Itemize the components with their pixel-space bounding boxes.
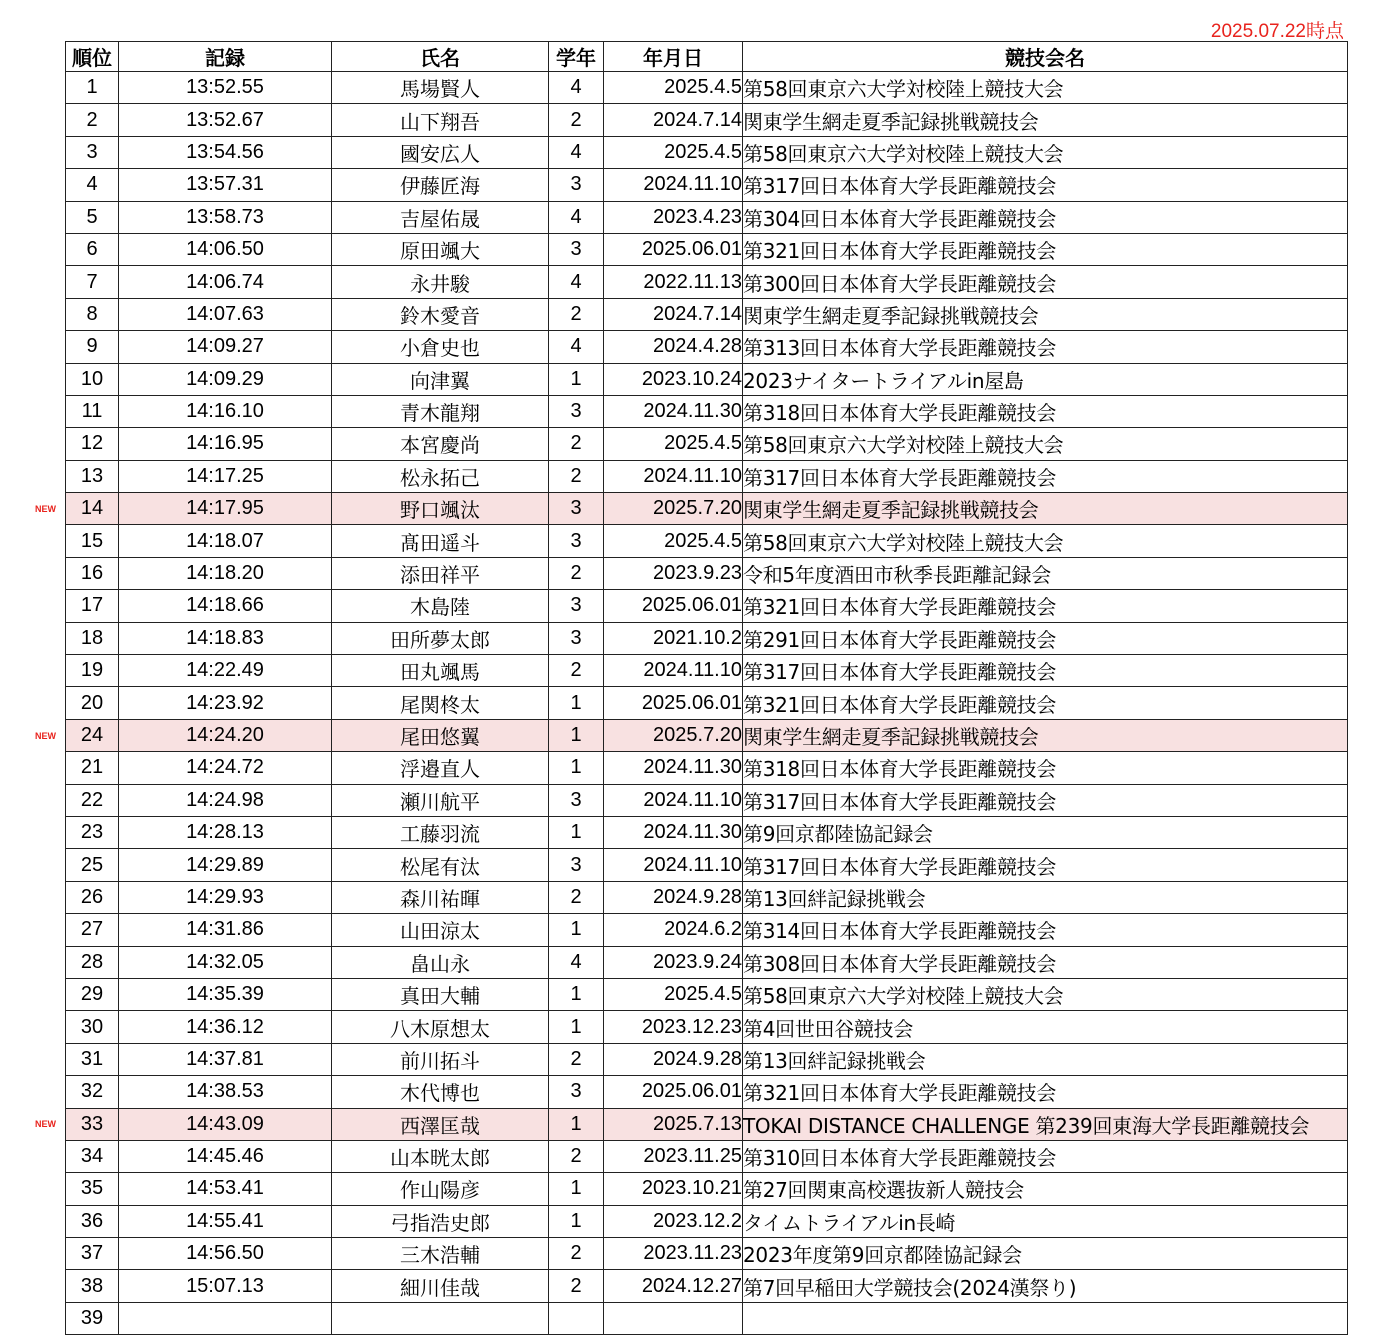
event-cell: 第4回世田谷競技会: [743, 1011, 1348, 1043]
name-cell: 尾関柊太: [332, 687, 549, 719]
time-cell: 14:18.66: [119, 590, 332, 622]
grade-cell: [549, 1302, 604, 1334]
event-cell: 第58回東京六大学対校陸上競技大会: [743, 136, 1348, 168]
name-cell: 松永拓己: [332, 460, 549, 492]
date-cell: 2024.11.10: [604, 655, 743, 687]
date-cell: 2022.11.13: [604, 266, 743, 298]
time-cell: 14:24.20: [119, 719, 332, 751]
table-row: [66, 816, 1348, 848]
date-cell: 2023.11.25: [604, 1140, 743, 1172]
table-row: [66, 1076, 1348, 1108]
event-cell: 関東学生網走夏季記録挑戦競技会: [743, 719, 1348, 751]
event-cell: 第9回京都陸協記録会: [743, 816, 1348, 848]
event-cell: 第58回東京六大学対校陸上競技大会: [743, 72, 1348, 104]
table-row: [66, 849, 1348, 881]
date-cell: 2024.9.28: [604, 1043, 743, 1075]
name-cell: 浮邉直人: [332, 752, 549, 784]
event-cell: 第27回関東高校選抜新人競技会: [743, 1173, 1348, 1205]
event-cell: 関東学生網走夏季記録挑戦競技会: [743, 298, 1348, 330]
rank-cell: 1: [66, 72, 119, 104]
time-cell: 13:57.31: [119, 169, 332, 201]
table-row: [66, 622, 1348, 654]
time-cell: 14:36.12: [119, 1011, 332, 1043]
table-row: [66, 946, 1348, 978]
rank-cell: 7: [66, 266, 119, 298]
rank-cell: 24: [66, 719, 119, 751]
grade-cell: 1: [549, 978, 604, 1010]
grade-cell: 2: [549, 460, 604, 492]
grade-cell: 2: [549, 1270, 604, 1302]
rank-cell: 9: [66, 331, 119, 363]
header-time: 記録: [119, 42, 332, 72]
date-cell: 2023.12.23: [604, 1011, 743, 1043]
rank-cell: 34: [66, 1140, 119, 1172]
name-cell: 尾田悠翼: [332, 719, 549, 751]
event-cell: 令和5年度酒田市秋季長距離記録会: [743, 557, 1348, 589]
date-cell: 2023.11.23: [604, 1238, 743, 1270]
name-cell: 作山陽彦: [332, 1173, 549, 1205]
table-row: [66, 655, 1348, 687]
time-cell: 14:16.10: [119, 395, 332, 427]
table-row: [66, 1043, 1348, 1075]
grade-cell: 3: [549, 784, 604, 816]
name-cell: 髙田遥斗: [332, 525, 549, 557]
grade-cell: 3: [549, 233, 604, 265]
name-cell: 吉屋佑晟: [332, 201, 549, 233]
name-cell: 八木原想太: [332, 1011, 549, 1043]
time-cell: 13:52.67: [119, 104, 332, 136]
name-cell: 真田大輔: [332, 978, 549, 1010]
event-cell: 第317回日本体育大学長距離競技会: [743, 169, 1348, 201]
grade-cell: 1: [549, 719, 604, 751]
grade-cell: 4: [549, 266, 604, 298]
event-cell: 第318回日本体育大学長距離競技会: [743, 752, 1348, 784]
table-row: [66, 493, 1348, 525]
grade-cell: 4: [549, 72, 604, 104]
time-cell: 14:17.95: [119, 493, 332, 525]
name-cell: 田丸颯馬: [332, 655, 549, 687]
table-row: [66, 557, 1348, 589]
time-cell: 13:52.55: [119, 72, 332, 104]
grade-cell: 2: [549, 298, 604, 330]
event-cell: 第317回日本体育大学長距離競技会: [743, 655, 1348, 687]
event-cell: 第318回日本体育大学長距離競技会: [743, 395, 1348, 427]
time-cell: 14:18.20: [119, 557, 332, 589]
time-cell: 14:09.27: [119, 331, 332, 363]
grade-cell: 3: [549, 590, 604, 622]
name-cell: 國安広人: [332, 136, 549, 168]
grade-cell: 4: [549, 946, 604, 978]
time-cell: 14:06.50: [119, 233, 332, 265]
date-cell: 2025.06.01: [604, 590, 743, 622]
time-cell: 14:24.98: [119, 784, 332, 816]
records-body: [66, 72, 1348, 1335]
name-cell: 馬場賢人: [332, 72, 549, 104]
name-cell: 前川拓斗: [332, 1043, 549, 1075]
rank-cell: 6: [66, 233, 119, 265]
name-cell: 森川祐暉: [332, 881, 549, 913]
grade-cell: 1: [549, 752, 604, 784]
name-cell: 伊藤匠海: [332, 169, 549, 201]
header-name: 氏名: [332, 42, 549, 72]
table-row: [66, 1140, 1348, 1172]
event-cell: 第304回日本体育大学長距離競技会: [743, 201, 1348, 233]
event-cell: 第317回日本体育大学長距離競技会: [743, 784, 1348, 816]
rank-cell: 2: [66, 104, 119, 136]
event-cell: 第308回日本体育大学長距離競技会: [743, 946, 1348, 978]
table-row: [66, 914, 1348, 946]
event-cell: TOKAI DISTANCE CHALLENGE 第239回東海大学長距離競技会: [743, 1108, 1348, 1140]
grade-cell: 3: [549, 525, 604, 557]
table-row: [66, 1238, 1348, 1270]
name-cell: 田所夢太郎: [332, 622, 549, 654]
rank-cell: 15: [66, 525, 119, 557]
table-row: [66, 201, 1348, 233]
table-row: [66, 752, 1348, 784]
rank-cell: 21: [66, 752, 119, 784]
time-cell: 13:54.56: [119, 136, 332, 168]
rank-cell: 17: [66, 590, 119, 622]
event-cell: 第300回日本体育大学長距離競技会: [743, 266, 1348, 298]
time-cell: 14:18.83: [119, 622, 332, 654]
time-cell: 14:22.49: [119, 655, 332, 687]
grade-cell: 2: [549, 1140, 604, 1172]
grade-cell: 1: [549, 687, 604, 719]
time-cell: 14:55.41: [119, 1205, 332, 1237]
name-cell: 木島陸: [332, 590, 549, 622]
date-cell: 2024.7.14: [604, 298, 743, 330]
name-cell: 三木浩輔: [332, 1238, 549, 1270]
table-row: [66, 590, 1348, 622]
rank-cell: 11: [66, 395, 119, 427]
time-cell: 15:07.13: [119, 1270, 332, 1302]
rank-cell: 13: [66, 460, 119, 492]
date-cell: 2025.7.13: [604, 1108, 743, 1140]
table-row: [66, 233, 1348, 265]
time-cell: 13:58.73: [119, 201, 332, 233]
grade-cell: 1: [549, 363, 604, 395]
time-cell: 14:43.09: [119, 1108, 332, 1140]
time-cell: 14:45.46: [119, 1140, 332, 1172]
event-cell: 第314回日本体育大学長距離競技会: [743, 914, 1348, 946]
event-cell: 関東学生網走夏季記録挑戦競技会: [743, 104, 1348, 136]
grade-cell: 1: [549, 914, 604, 946]
event-cell: 第58回東京六大学対校陸上競技大会: [743, 978, 1348, 1010]
table-row: [66, 784, 1348, 816]
grade-cell: 2: [549, 655, 604, 687]
date-cell: 2025.4.5: [604, 136, 743, 168]
date-cell: 2023.9.24: [604, 946, 743, 978]
name-cell: 向津翼: [332, 363, 549, 395]
rank-cell: 32: [66, 1076, 119, 1108]
grade-cell: 3: [549, 493, 604, 525]
time-cell: 14:35.39: [119, 978, 332, 1010]
grade-cell: 4: [549, 136, 604, 168]
rank-cell: 4: [66, 169, 119, 201]
rank-cell: 3: [66, 136, 119, 168]
rank-cell: 27: [66, 914, 119, 946]
date-cell: 2023.12.2: [604, 1205, 743, 1237]
table-row: [66, 266, 1348, 298]
event-cell: 第321回日本体育大学長距離競技会: [743, 590, 1348, 622]
grade-cell: 1: [549, 1205, 604, 1237]
header-date: 年月日: [604, 42, 743, 72]
date-cell: 2025.4.5: [604, 978, 743, 1010]
date-cell: 2024.11.10: [604, 460, 743, 492]
rank-cell: 10: [66, 363, 119, 395]
as-of-date: 2025.07.22時点: [1210, 21, 1344, 42]
new-badge: NEW: [35, 503, 56, 514]
rank-cell: 33: [66, 1108, 119, 1140]
date-cell: 2023.9.23: [604, 557, 743, 589]
name-cell: 山本晄太郎: [332, 1140, 549, 1172]
time-cell: 14:06.74: [119, 266, 332, 298]
table-row: [66, 687, 1348, 719]
time-cell: 14:17.25: [119, 460, 332, 492]
rank-cell: 23: [66, 816, 119, 848]
name-cell: 永井駿: [332, 266, 549, 298]
grade-cell: 3: [549, 849, 604, 881]
date-cell: 2024.4.28: [604, 331, 743, 363]
time-cell: [119, 1302, 332, 1334]
table-row: [66, 298, 1348, 330]
date-cell: 2024.11.10: [604, 784, 743, 816]
name-cell: 木代博也: [332, 1076, 549, 1108]
time-cell: 14:56.50: [119, 1238, 332, 1270]
event-cell: タイムトライアルin長崎: [743, 1205, 1348, 1237]
table-row: [66, 1173, 1348, 1205]
rank-cell: 35: [66, 1173, 119, 1205]
table-row: [66, 978, 1348, 1010]
grade-cell: 2: [549, 881, 604, 913]
date-cell: 2023.10.24: [604, 363, 743, 395]
rank-cell: 26: [66, 881, 119, 913]
table-row: [66, 1108, 1348, 1140]
rank-cell: 14: [66, 493, 119, 525]
header-rank: 順位: [66, 42, 119, 72]
table-row: [66, 525, 1348, 557]
table-row: [66, 395, 1348, 427]
header-event: 競技会名: [743, 42, 1348, 72]
rank-cell: 20: [66, 687, 119, 719]
time-cell: 14:37.81: [119, 1043, 332, 1075]
header-row: [66, 42, 1348, 72]
grade-cell: 1: [549, 1108, 604, 1140]
table-row: [66, 1205, 1348, 1237]
date-cell: 2024.11.10: [604, 169, 743, 201]
rank-cell: 22: [66, 784, 119, 816]
table-row: [66, 72, 1348, 104]
rank-cell: 30: [66, 1011, 119, 1043]
date-cell: 2021.10.2: [604, 622, 743, 654]
event-cell: 第13回絆記録挑戦会: [743, 1043, 1348, 1075]
date-cell: 2025.06.01: [604, 233, 743, 265]
time-cell: 14:23.92: [119, 687, 332, 719]
event-cell: 第321回日本体育大学長距離競技会: [743, 1076, 1348, 1108]
time-cell: 14:28.13: [119, 816, 332, 848]
date-cell: 2025.7.20: [604, 493, 743, 525]
name-cell: 添田祥平: [332, 557, 549, 589]
table-row: [66, 881, 1348, 913]
name-cell: 原田颯大: [332, 233, 549, 265]
table-row: [66, 1270, 1348, 1302]
rank-cell: 38: [66, 1270, 119, 1302]
name-cell: [332, 1302, 549, 1334]
rank-cell: 18: [66, 622, 119, 654]
rank-cell: 37: [66, 1238, 119, 1270]
event-cell: 第321回日本体育大学長距離競技会: [743, 687, 1348, 719]
table-row: [66, 428, 1348, 460]
header-grade: 学年: [549, 42, 604, 72]
rank-cell: 12: [66, 428, 119, 460]
rank-cell: 19: [66, 655, 119, 687]
name-cell: 畠山永: [332, 946, 549, 978]
event-cell: 第310回日本体育大学長距離競技会: [743, 1140, 1348, 1172]
date-cell: 2024.7.14: [604, 104, 743, 136]
rank-cell: 39: [66, 1302, 119, 1334]
date-cell: 2025.4.5: [604, 428, 743, 460]
name-cell: 山下翔吾: [332, 104, 549, 136]
grade-cell: 3: [549, 1076, 604, 1108]
date-cell: 2024.12.27: [604, 1270, 743, 1302]
grade-cell: 1: [549, 1011, 604, 1043]
rank-cell: 29: [66, 978, 119, 1010]
name-cell: 工藤羽流: [332, 816, 549, 848]
grade-cell: 4: [549, 331, 604, 363]
table-row: [66, 331, 1348, 363]
event-cell: 第13回絆記録挑戦会: [743, 881, 1348, 913]
grade-cell: 2: [549, 104, 604, 136]
time-cell: 14:16.95: [119, 428, 332, 460]
table-row: [66, 1302, 1348, 1334]
time-cell: 14:32.05: [119, 946, 332, 978]
name-cell: 鈴木愛音: [332, 298, 549, 330]
date-cell: [604, 1302, 743, 1334]
grade-cell: 4: [549, 201, 604, 233]
date-cell: 2025.06.01: [604, 1076, 743, 1108]
rank-cell: 36: [66, 1205, 119, 1237]
grade-cell: 1: [549, 1173, 604, 1205]
name-cell: 野口颯汰: [332, 493, 549, 525]
name-cell: 細川佳哉: [332, 1270, 549, 1302]
event-cell: 第58回東京六大学対校陸上競技大会: [743, 525, 1348, 557]
table-row: [66, 1011, 1348, 1043]
event-cell: 第313回日本体育大学長距離競技会: [743, 331, 1348, 363]
grade-cell: 1: [549, 816, 604, 848]
table-row: [66, 104, 1348, 136]
name-cell: 青木龍翔: [332, 395, 549, 427]
rank-cell: 8: [66, 298, 119, 330]
name-cell: 本宮慶尚: [332, 428, 549, 460]
event-cell: 第317回日本体育大学長距離競技会: [743, 849, 1348, 881]
event-cell: [743, 1302, 1348, 1334]
new-badge: NEW: [35, 1119, 56, 1130]
grade-cell: 2: [549, 428, 604, 460]
event-cell: 第291回日本体育大学長距離競技会: [743, 622, 1348, 654]
table-row: [66, 136, 1348, 168]
table-row: [66, 363, 1348, 395]
date-cell: 2025.4.5: [604, 72, 743, 104]
time-cell: 14:24.72: [119, 752, 332, 784]
event-cell: 第58回東京六大学対校陸上競技大会: [743, 428, 1348, 460]
rank-cell: 16: [66, 557, 119, 589]
date-cell: 2024.9.28: [604, 881, 743, 913]
date-cell: 2025.06.01: [604, 687, 743, 719]
table-row: [66, 169, 1348, 201]
grade-cell: 2: [549, 1043, 604, 1075]
time-cell: 14:38.53: [119, 1076, 332, 1108]
name-cell: 松尾有汰: [332, 849, 549, 881]
event-cell: 第317回日本体育大学長距離競技会: [743, 460, 1348, 492]
time-cell: 14:09.29: [119, 363, 332, 395]
grade-cell: 2: [549, 1238, 604, 1270]
date-cell: 2024.11.10: [604, 849, 743, 881]
date-cell: 2025.4.5: [604, 525, 743, 557]
new-badge: NEW: [35, 730, 56, 741]
table-row: [66, 460, 1348, 492]
date-cell: 2025.7.20: [604, 719, 743, 751]
event-cell: 2023ナイタートライアルin屋島: [743, 363, 1348, 395]
name-cell: 弓指浩史郎: [332, 1205, 549, 1237]
time-cell: 14:31.86: [119, 914, 332, 946]
rank-cell: 31: [66, 1043, 119, 1075]
event-cell: 関東学生網走夏季記録挑戦競技会: [743, 493, 1348, 525]
date-cell: 2023.4.23: [604, 201, 743, 233]
table-row: [66, 719, 1348, 751]
name-cell: 西澤匡哉: [332, 1108, 549, 1140]
event-cell: 2023年度第9回京都陸協記録会: [743, 1238, 1348, 1270]
event-cell: 第321回日本体育大学長距離競技会: [743, 233, 1348, 265]
grade-cell: 3: [549, 395, 604, 427]
name-cell: 瀬川航平: [332, 784, 549, 816]
date-cell: 2024.11.30: [604, 395, 743, 427]
time-cell: 14:29.89: [119, 849, 332, 881]
date-cell: 2024.11.30: [604, 816, 743, 848]
records-table: [65, 41, 1348, 1335]
date-cell: 2024.11.30: [604, 752, 743, 784]
rank-cell: 5: [66, 201, 119, 233]
grade-cell: 3: [549, 622, 604, 654]
time-cell: 14:53.41: [119, 1173, 332, 1205]
event-cell: 第7回早稲田大学競技会(2024漢祭り): [743, 1270, 1348, 1302]
date-cell: 2023.10.21: [604, 1173, 743, 1205]
time-cell: 14:29.93: [119, 881, 332, 913]
rank-cell: 25: [66, 849, 119, 881]
time-cell: 14:18.07: [119, 525, 332, 557]
date-cell: 2024.6.2: [604, 914, 743, 946]
name-cell: 山田涼太: [332, 914, 549, 946]
grade-cell: 2: [549, 557, 604, 589]
name-cell: 小倉史也: [332, 331, 549, 363]
time-cell: 14:07.63: [119, 298, 332, 330]
rank-cell: 28: [66, 946, 119, 978]
grade-cell: 3: [549, 169, 604, 201]
